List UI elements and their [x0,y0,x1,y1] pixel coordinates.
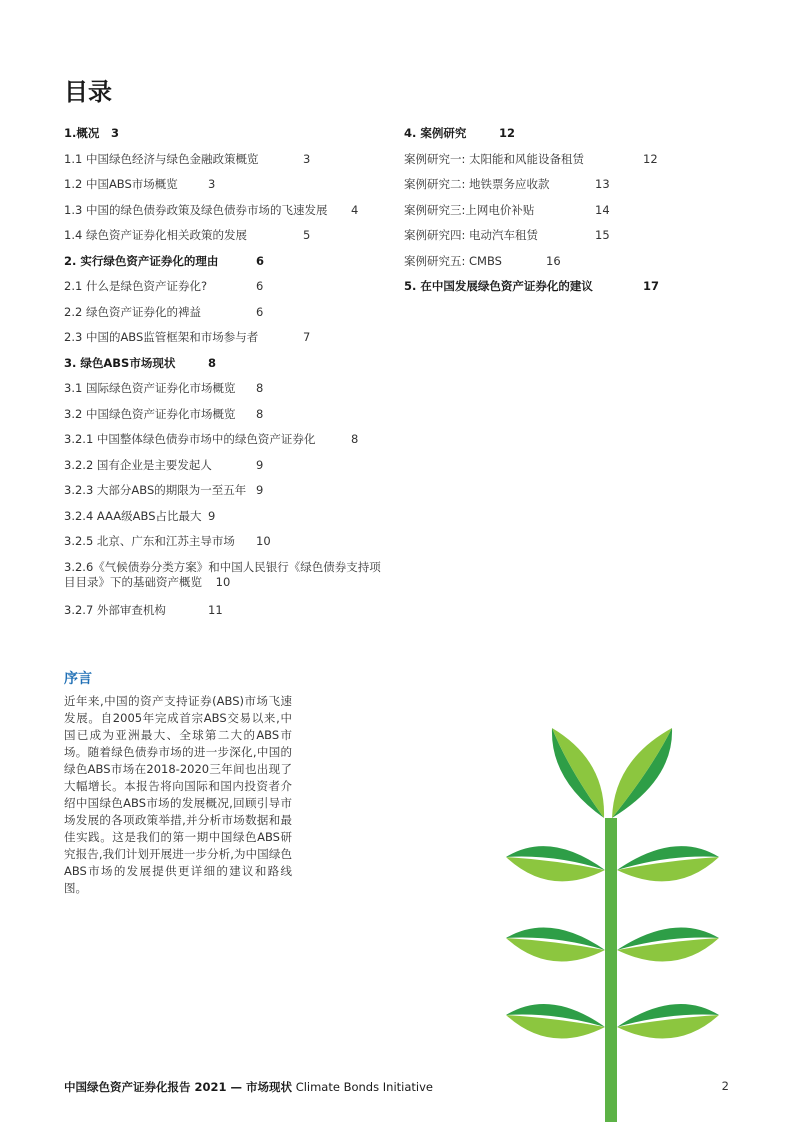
toc-entry-page: 17 [643,279,660,293]
toc-entry-text: 4. 案例研究 [404,126,467,140]
toc-entry-page: 6 [256,253,265,268]
toc-entry[interactable] [64,381,394,407]
toc-entry-text: 3. 绿色ABS市场现状 [64,355,176,370]
toc-entry[interactable] [404,203,694,229]
toc-entry-text: 1.概况 [64,126,100,140]
toc-entry-text: 1.3 中国的绿色债券政策及绿色债券市场的飞速发展 [64,202,328,217]
toc-entry[interactable] [64,279,394,305]
toc-entry[interactable] [64,432,394,458]
toc-entry-page: 13 [595,177,610,191]
toc-entry[interactable] [64,356,394,382]
toc-entry-text: 案例研究二: 地铁票务应收款 [404,177,550,191]
toc-entry-text: 1.2 中国ABS市场概览 [64,177,178,191]
toc-entry[interactable] [64,152,394,178]
toc-entry-page: 9 [208,508,216,523]
toc-entry[interactable] [64,560,389,603]
toc-entry-page: 5 [303,228,311,242]
toc-entry-text: 案例研究四: 电动汽车租赁 [404,228,539,242]
toc-entry[interactable] [64,534,394,560]
toc-entry-text: 2. 实行绿色资产证券化的理由 [64,253,219,268]
toc-entry[interactable] [64,330,394,356]
toc-entry[interactable] [64,177,394,203]
toc-entry-text: 2.2 绿色资产证券化的裨益 [64,304,201,319]
toc-entry-text: 3.2.1 中国整体绿色债券市场中的绿色资产证券化 [64,432,316,446]
toc-entry[interactable] [64,483,394,509]
toc-entry-text: 5. 在中国发展绿色资产证券化的建议 [404,279,593,293]
toc-entry-page: 8 [208,355,217,370]
leaf-top-left-light [552,728,604,818]
leaf-top-right-light [612,728,672,818]
preface-heading: 序言 [64,671,92,687]
toc-entry[interactable] [404,254,694,280]
toc-entry-text: 3.2.2 国有企业是主要发起人 [64,457,212,472]
toc-entry-text: 3.2.3 大部分ABS的期限为一至五年 [64,483,247,497]
toc-entry[interactable] [404,279,694,305]
toc-entry-page: 7 [303,330,311,344]
toc-entry[interactable] [64,458,394,484]
toc-entry-page: 12 [643,151,658,166]
toc-entry[interactable] [64,203,394,229]
toc-entry-page: 3 [111,126,120,140]
toc-entry-page: 8 [351,432,359,446]
page-number: 2 [721,1079,729,1093]
toc-entry-page: 10 [256,534,271,548]
toc-entry[interactable] [404,152,694,178]
footer-org: Climate Bonds Initiative [295,1080,433,1094]
toc-entry-text: 3.2.5 北京、广东和江苏主导市场 [64,534,235,548]
toc-entry-page: 3 [208,177,216,191]
toc-entry-page: 8 [256,406,264,421]
toc-entry[interactable] [64,603,394,629]
toc-entry-text: 3.1 国际绿色资产证券化市场概览 [64,381,236,395]
toc-entry-text: 3.2.4 AAA级ABS占比最大 [64,508,202,523]
toc-entry-text: 3.2 中国绿色资产证券化市场概览 [64,406,236,421]
plant-illustration [500,720,725,1122]
toc-entry-page: 8 [256,381,264,395]
toc-entry-page: 9 [256,483,264,497]
toc-entry-text: 3.2.6《气候债券分类方案》和中国人民银行《绿色债券支持项目目录》下的基础资产概览 [64,559,381,589]
toc-entry-page: 6 [256,304,264,319]
plant-stem [605,818,617,1122]
footer [64,1079,433,1095]
toc-entry-text: 案例研究三:上网电价补贴 [404,202,535,217]
toc-entry-page: 14 [595,202,610,217]
toc-entry-text: 案例研究一: 太阳能和风能设备租赁 [404,151,585,166]
toc-entry[interactable] [404,228,694,254]
footer-report-title: 中国绿色资产证券化报告 2021 — 市场现状 [64,1080,293,1094]
preface-body: 近年来,中国的资产支持证券(ABS)市场飞速发展。自2005年完成首宗ABS交易以来,中国已成为亚洲最大、全球第二大的ABS市场。随着绿色债券市场的进一步深化,中国的绿色ABS市场在2018-2020三年间也出现了大幅增长。本报告将向国际和国内投资者介绍中国绿色ABS市场的发展概况,回顾引导市场发展的各项政策举措,并分析市场数据和最佳实践。这是我们的第一期中国绿色ABS研究报告,我们计划开展进一步分析,为中国绿色ABS市场的发展提供更详细的建议和路线图。 [64,694,292,895]
toc-entry[interactable] [404,126,694,152]
toc-entry-page: 11 [208,602,223,617]
toc-entry[interactable] [64,509,394,535]
toc-entry-page: 10 [215,574,231,589]
toc-entry-page: 9 [256,457,264,472]
toc-entry-page: 15 [595,228,610,242]
toc-left-column [64,126,394,628]
toc-entry[interactable] [64,407,394,433]
toc-entry[interactable] [64,305,394,331]
toc-entry[interactable] [64,126,174,152]
toc-entry-text: 1.4 绿色资产证券化相关政策的发展 [64,228,247,242]
toc-entry-page: 4 [351,202,359,217]
toc-entry-page: 16 [546,253,561,268]
toc-entry[interactable] [64,254,394,280]
toc-right-column [404,126,694,305]
toc-entry-page: 3 [303,151,311,166]
toc-entry-text: 2.1 什么是绿色资产证券化? [64,279,208,293]
toc-entry-text: 案例研究五: CMBS [404,253,502,268]
toc-entry-page: 12 [499,126,516,140]
toc-entry[interactable] [64,228,394,254]
page-title: 目录 [64,78,112,106]
toc-entry-page: 6 [256,279,264,293]
toc-entry-text: 3.2.7 外部审查机构 [64,602,166,617]
toc-entry-text: 2.3 中国的ABS监管框架和市场参与者 [64,330,259,344]
toc-entry-text: 1.1 中国绿色经济与绿色金融政策概览 [64,151,259,166]
toc-entry[interactable] [404,177,694,203]
